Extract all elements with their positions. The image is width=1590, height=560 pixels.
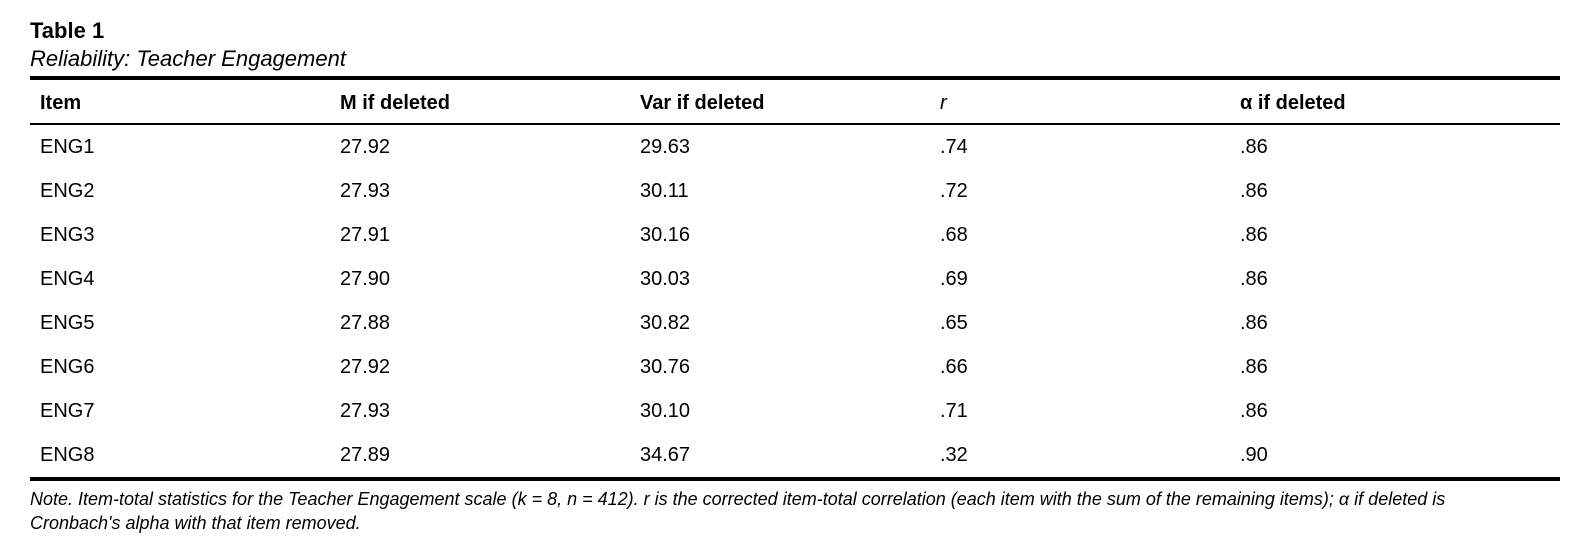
cell-mean: 27.88 (340, 312, 391, 334)
reliability-table (30, 76, 1560, 481)
cell-var: 30.11 (640, 180, 689, 202)
cell-mean: 27.93 (340, 400, 391, 422)
table-number: Table 1 (30, 18, 105, 43)
cell-mean: 27.89 (340, 444, 391, 466)
header-mean-if-deleted: M if deleted (330, 78, 630, 124)
cell-r: .65 (940, 312, 968, 334)
cell-mean: 27.92 (340, 356, 391, 378)
cell-item: ENG5 (40, 312, 95, 334)
cell-mean: 27.93 (340, 180, 391, 202)
cell-r: .71 (940, 400, 968, 422)
cell-var: 29.63 (640, 136, 691, 158)
cell-item: ENG6 (40, 356, 95, 378)
header-row (30, 78, 1560, 124)
cell-mean: 27.92 (340, 136, 391, 158)
cell-var: 34.67 (640, 444, 691, 466)
cell-item: ENG7 (40, 400, 95, 422)
table-row (30, 257, 1560, 301)
cell-alpha: .86 (1240, 136, 1268, 158)
table-row (30, 301, 1560, 345)
header-var-if-deleted: Var if deleted (630, 78, 930, 124)
cell-alpha: .86 (1240, 356, 1268, 378)
cell-var: 30.76 (640, 356, 691, 378)
header-alpha-if-deleted: α if deleted (1230, 78, 1560, 124)
table-row (30, 169, 1560, 213)
table-note: Note. Item-total statistics for the Teacher Engagement scale (k = 8, n = 412). r is the corrected item-total correlation (each item with the sum of the remaining items); α if deleted is Cronbach's alpha with that item removed. (30, 489, 1446, 533)
cell-item: ENG3 (40, 224, 95, 246)
cell-r: .69 (940, 268, 968, 290)
cell-item: ENG4 (40, 268, 95, 290)
table-body (30, 124, 1560, 479)
cell-alpha: .86 (1240, 312, 1268, 334)
header-r: r (930, 78, 1230, 124)
table-row (30, 433, 1560, 479)
cell-var: 30.10 (640, 400, 691, 422)
cell-alpha: .86 (1240, 400, 1268, 422)
cell-var: 30.16 (640, 224, 691, 246)
cell-mean: 27.90 (340, 268, 391, 290)
cell-r: .32 (940, 444, 968, 466)
cell-alpha: .86 (1240, 268, 1268, 290)
table-row (30, 345, 1560, 389)
table-title: Reliability: Teacher Engagement (30, 46, 346, 71)
cell-mean: 27.91 (340, 224, 391, 246)
table-row (30, 389, 1560, 433)
cell-item: ENG8 (40, 444, 95, 466)
cell-r: .66 (940, 356, 968, 378)
cell-alpha: .86 (1240, 224, 1268, 246)
cell-var: 30.03 (640, 268, 691, 290)
cell-alpha: .86 (1240, 180, 1268, 202)
cell-r: .68 (940, 224, 968, 246)
cell-r: .74 (940, 136, 968, 158)
cell-item: ENG2 (40, 180, 95, 202)
table-row (30, 213, 1560, 257)
header-item: Item (30, 78, 330, 124)
cell-var: 30.82 (640, 312, 691, 334)
cell-r: .72 (940, 180, 968, 202)
cell-alpha: .90 (1240, 444, 1268, 466)
cell-item: ENG1 (40, 136, 95, 158)
table-header (30, 78, 1560, 124)
table-row (30, 124, 1560, 169)
